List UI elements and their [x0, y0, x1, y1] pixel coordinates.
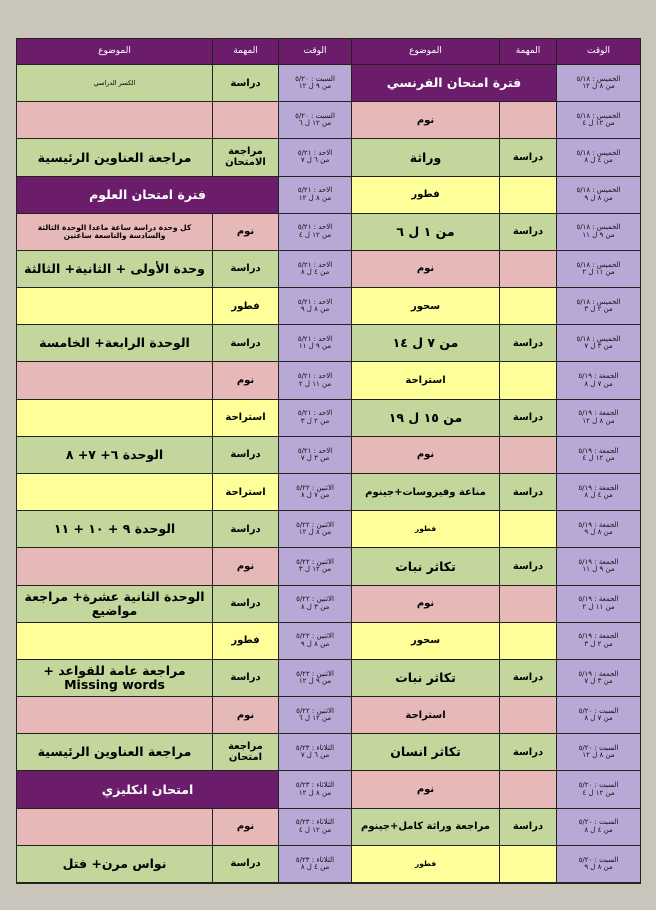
- time-cell: الاحد : ٥/٢١ من ١٢ ل ٤: [279, 214, 352, 251]
- task-cell: دراسة: [500, 139, 557, 176]
- task-cell: استراحة: [213, 400, 279, 437]
- time-cell: الاحد : ٥/٢١ من ٩ ل ١١: [279, 325, 352, 362]
- topic-cell: نوم: [352, 102, 500, 139]
- time-cell: السبت : ٥/٢٠ من ٨ ل ٩: [557, 846, 640, 883]
- task-cell: [500, 697, 557, 734]
- task-cell: [500, 251, 557, 288]
- exam-period-banner: فترة امتحان العلوم: [17, 177, 279, 214]
- time-cell: الخميس : ٥/١٨ من ٣ ل ٧: [557, 325, 640, 362]
- topic-cell: نوم: [352, 586, 500, 623]
- topic-cell: [17, 102, 213, 139]
- task-cell: دراسة: [213, 251, 279, 288]
- time-cell: الاثنين : ٥/٢٢ من ٩ ل ١٢: [279, 660, 352, 697]
- time-cell: الاثنين : ٥/٢٢ من ٧ ل ٨: [279, 474, 352, 511]
- task-cell: [500, 362, 557, 399]
- topic-cell: الوحدة ٦+ ٧+ ٨: [17, 437, 213, 474]
- topic-cell: تكاثر نبات: [352, 548, 500, 585]
- task-cell: دراسة: [500, 214, 557, 251]
- task-cell: دراسة: [213, 437, 279, 474]
- task-cell: [500, 771, 557, 808]
- time-cell: الجمعة : ٥/١٩ من ٨ ل ١٢: [557, 400, 640, 437]
- topic-cell: فطور: [352, 846, 500, 883]
- time-cell: الاحد : ٥/٢١ من ٣ ل ٧: [279, 437, 352, 474]
- time-cell: الخميس : ٥/١٨ من ٢ ل ٣: [557, 288, 640, 325]
- topic-cell: تكاثر انسان: [352, 734, 500, 771]
- time-cell: الجمعة : ٥/١٩ من ١٢ ل ٤: [557, 437, 640, 474]
- time-cell: السبت : ٥/٢٠ من ٤ ل ٨: [557, 809, 640, 846]
- task-cell: دراسة: [500, 734, 557, 771]
- task-cell: نوم: [213, 697, 279, 734]
- topic-cell: كل وحدة دراسة ساعة ماعدا الوحدة الثالثة والسادسة والتاسعة ساعتين: [17, 214, 213, 251]
- task-cell: [500, 846, 557, 883]
- topic-cell: [17, 362, 213, 399]
- task-cell: [500, 586, 557, 623]
- task-cell: دراسة: [213, 586, 279, 623]
- topic-cell: استراحة: [352, 362, 500, 399]
- task-cell: دراسة: [213, 325, 279, 362]
- topic-cell: من ١٥ ل ١٩: [352, 400, 500, 437]
- topic-cell: وراثة: [352, 139, 500, 176]
- header-topic-left: الموضوع: [17, 39, 213, 65]
- time-cell: الاحد : ٥/٢١ من ٤ ل ٨: [279, 251, 352, 288]
- topic-cell: فطور: [352, 511, 500, 548]
- schedule-table: [16, 38, 641, 884]
- topic-cell: سحور: [352, 623, 500, 660]
- task-cell: [500, 177, 557, 214]
- task-cell: مراجعة الامتحان: [213, 139, 279, 176]
- topic-cell: [17, 697, 213, 734]
- task-cell: دراسة: [500, 400, 557, 437]
- time-cell: الخميس : ٥/١٨ من ٨ ل ٩: [557, 177, 640, 214]
- time-cell: الخميس : ٥/١٨ من ٤ ل ٨: [557, 139, 640, 176]
- exam-period-banner: فترة امتحان الفرنسي: [352, 65, 557, 102]
- header-topic-right: الموضوع: [352, 39, 500, 65]
- task-cell: دراسة: [500, 660, 557, 697]
- topic-cell: سحور: [352, 288, 500, 325]
- topic-cell: [17, 623, 213, 660]
- task-cell: نوم: [213, 809, 279, 846]
- time-cell: الجمعة : ٥/١٩ من ٩ ل ١١: [557, 548, 640, 585]
- task-cell: نوم: [213, 362, 279, 399]
- time-cell: السبت : ٥/٢٠ من ١٢ ل ٤: [557, 771, 640, 808]
- topic-cell: [17, 548, 213, 585]
- topic-cell: [17, 809, 213, 846]
- time-cell: الثلاثاء : ٥/٢٣ من ٨ ل ١٢: [279, 771, 352, 808]
- task-cell: استراحة: [213, 474, 279, 511]
- task-cell: نوم: [213, 214, 279, 251]
- time-cell: الاحد : ٥/٢١ من ٦ ل ٧: [279, 139, 352, 176]
- time-cell: الجمعة : ٥/١٩ من ١١ ل ٢: [557, 586, 640, 623]
- time-cell: الاحد : ٥/٢١ من ١١ ل ٢: [279, 362, 352, 399]
- exam-period-banner: امتحان انكليزي: [17, 771, 279, 808]
- task-cell: دراسة: [500, 548, 557, 585]
- topic-cell: فطور: [352, 177, 500, 214]
- task-cell: دراسة: [213, 660, 279, 697]
- topic-cell: استراحة: [352, 697, 500, 734]
- topic-cell: مراجعة وراثة كامل+جينوم: [352, 809, 500, 846]
- task-cell: دراسة: [500, 474, 557, 511]
- time-cell: الثلاثاء : ٥/٢٣ من ١٢ ل ٤: [279, 809, 352, 846]
- topic-cell: [17, 288, 213, 325]
- topic-cell: [17, 400, 213, 437]
- task-cell: [213, 102, 279, 139]
- task-cell: [500, 437, 557, 474]
- time-cell: السبت : ٥/٢٠ من ٩ ل ١٢: [279, 65, 352, 102]
- time-cell: الجمعة : ٥/١٩ من ٤ ل ٨: [557, 474, 640, 511]
- task-cell: نوم: [213, 548, 279, 585]
- time-cell: الاحد : ٥/٢١ من ٨ ل ١٢: [279, 177, 352, 214]
- time-cell: الاثنين : ٥/٢٢ من ٨ ل ٩: [279, 623, 352, 660]
- topic-cell: تكاثر نبات: [352, 660, 500, 697]
- time-cell: الاثنين : ٥/٢٢ من ٣ ل ٨: [279, 586, 352, 623]
- task-cell: دراسة: [500, 325, 557, 362]
- topic-cell: [17, 474, 213, 511]
- time-cell: الخميس : ٥/١٨ من ١٢ ل ٤: [557, 102, 640, 139]
- topic-cell: مناعة وفيروسات+جينوم: [352, 474, 500, 511]
- task-cell: دراسة: [213, 846, 279, 883]
- time-cell: السبت : ٥/٢٠ من ١٢ ل ٦: [279, 102, 352, 139]
- header-task-left: المهمة: [213, 39, 279, 65]
- task-cell: دراسة: [500, 809, 557, 846]
- time-cell: الخميس : ٥/١٨ من ٩ ل ١١: [557, 214, 640, 251]
- topic-cell: نوم: [352, 251, 500, 288]
- header-time-right: الوقت: [557, 39, 640, 65]
- topic-cell: الوحدة الرابعة+ الخامسة: [17, 325, 213, 362]
- topic-cell: الوحدة ٩ + ١٠ + ١١: [17, 511, 213, 548]
- time-cell: الاثنين : ٥/٢٢ من ١٢ ل ٦: [279, 697, 352, 734]
- task-cell: مراجعة امتحان: [213, 734, 279, 771]
- topic-cell: الوحدة الثانية عشرة+ مراجعة مواضيع: [17, 586, 213, 623]
- topic-cell: من ٧ ل ١٤: [352, 325, 500, 362]
- task-cell: فطور: [213, 623, 279, 660]
- topic-cell: وحدة الأولى + الثانية+ الثالثة: [17, 251, 213, 288]
- topic-cell: نوم: [352, 437, 500, 474]
- topic-cell: مراجعة العناوين الرئيسية: [17, 734, 213, 771]
- header-time-left: الوقت: [279, 39, 352, 65]
- task-cell: [500, 511, 557, 548]
- time-cell: الثلاثاء : ٥/٢٣ من ٦ ل ٧: [279, 734, 352, 771]
- time-cell: الخميس : ٥/١٨ من ٨ ل ١٢: [557, 65, 640, 102]
- time-cell: السبت : ٥/٢٠ من ٨ ل ١٢: [557, 734, 640, 771]
- time-cell: الجمعة : ٥/١٩ من ٨ ل ٩: [557, 511, 640, 548]
- time-cell: الاحد : ٥/٢١ من ٢ ل ٣: [279, 400, 352, 437]
- time-cell: الجمعة : ٥/١٩ من ٢ ل ٣: [557, 623, 640, 660]
- time-cell: الاثنين : ٥/٢٢ من ١٢ ل ٣: [279, 548, 352, 585]
- topic-cell: نواس مرن+ فتل: [17, 846, 213, 883]
- time-cell: الجمعة : ٥/١٩ من ٧ ل ٨: [557, 362, 640, 399]
- task-cell: [500, 288, 557, 325]
- time-cell: السبت : ٥/٢٠ من ٧ ل ٨: [557, 697, 640, 734]
- task-cell: [500, 623, 557, 660]
- time-cell: الجمعة : ٥/١٩ من ٣ ل ٧: [557, 660, 640, 697]
- header-task-right: المهمة: [500, 39, 557, 65]
- topic-cell: مراجعة عامة للقواعد + Missing words: [17, 660, 213, 697]
- time-cell: الثلاثاء : ٥/٢٣ من ٤ ل ٨: [279, 846, 352, 883]
- topic-cell: مراجعة العناوين الرئيسية: [17, 139, 213, 176]
- topic-cell: الكسر الدراسي: [17, 65, 213, 102]
- topic-cell: نوم: [352, 771, 500, 808]
- topic-cell: من ١ ل ٦: [352, 214, 500, 251]
- task-cell: دراسة: [213, 65, 279, 102]
- time-cell: الخميس : ٥/١٨ من ١١ ل ٢: [557, 251, 640, 288]
- task-cell: دراسة: [213, 511, 279, 548]
- task-cell: فطور: [213, 288, 279, 325]
- time-cell: الاحد : ٥/٢١ من ٨ ل ٩: [279, 288, 352, 325]
- time-cell: الاثنين : ٥/٢٢ من ٨ ل ١٢: [279, 511, 352, 548]
- task-cell: [500, 102, 557, 139]
